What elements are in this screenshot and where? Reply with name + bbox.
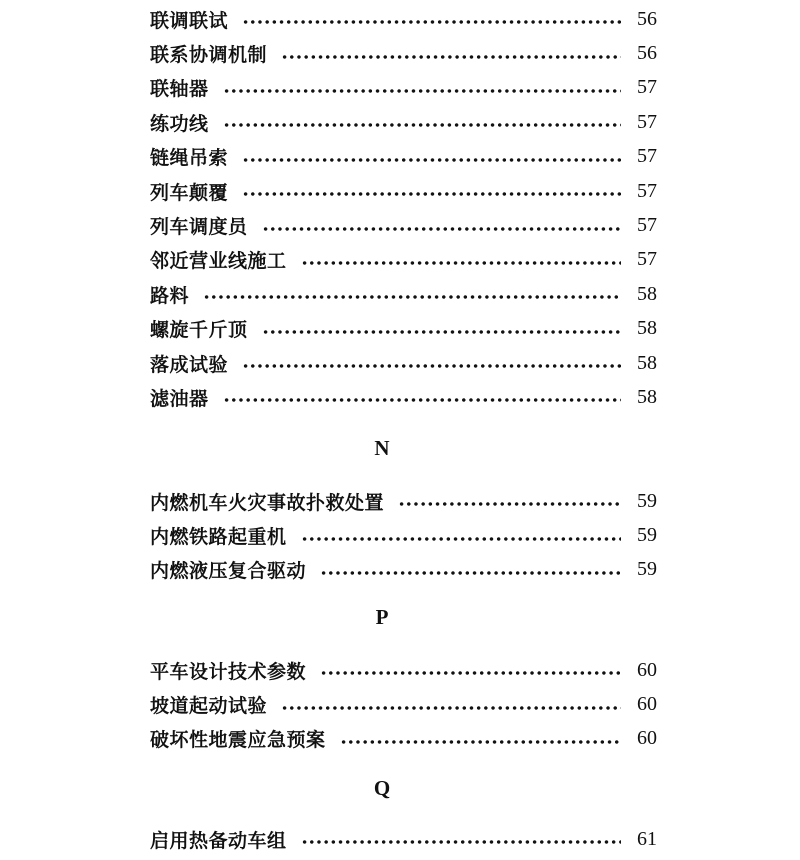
index-entry — [150, 312, 657, 346]
index-entry — [150, 243, 657, 277]
entry-title: 链绳吊索 — [150, 147, 229, 170]
entry-page-number: 60 — [637, 727, 657, 750]
dot-leader — [242, 158, 621, 162]
dot-leader — [223, 398, 621, 402]
dot-leader — [301, 537, 621, 541]
index-section-n — [150, 484, 657, 587]
index-entry — [150, 105, 657, 139]
entry-title: 联调联试 — [150, 9, 229, 32]
entry-title: 练功线 — [150, 112, 209, 135]
entry-title: 列车颠覆 — [150, 181, 229, 204]
index-entry — [150, 722, 657, 756]
entry-page-number: 57 — [637, 248, 657, 271]
entry-page-number: 56 — [637, 7, 657, 30]
entry-page-number: 61 — [637, 827, 657, 850]
dot-leader — [301, 840, 621, 844]
entry-title: 列车调度员 — [150, 216, 248, 239]
index-section-q — [150, 822, 657, 856]
dot-leader — [262, 330, 621, 334]
entry-title: 联系协调机制 — [150, 44, 268, 67]
dot-leader — [242, 192, 621, 196]
entry-page-number: 57 — [637, 179, 657, 202]
dot-leader — [281, 55, 621, 59]
section-letter-heading: P — [375, 605, 389, 629]
entry-title: 邻近营业线施工 — [150, 250, 287, 273]
entry-title: 内燃铁路起重机 — [150, 526, 287, 549]
entry-page-number: 57 — [637, 214, 657, 237]
entry-page-number: 58 — [637, 351, 657, 374]
dot-leader — [262, 227, 621, 231]
dot-leader — [281, 706, 621, 710]
index-section-p — [150, 653, 657, 756]
entry-page-number: 60 — [637, 658, 657, 681]
dot-leader — [398, 502, 621, 506]
index-entry — [150, 380, 657, 414]
dot-leader — [242, 364, 621, 368]
dot-leader — [301, 261, 621, 265]
entry-title: 滤油器 — [150, 387, 209, 410]
index-section-m — [150, 2, 657, 415]
dot-leader — [223, 89, 621, 93]
index-entry — [150, 174, 657, 208]
entry-page-number: 58 — [637, 385, 657, 408]
entry-page-number: 60 — [637, 693, 657, 716]
index-entry — [150, 2, 657, 36]
index-entry — [150, 140, 657, 174]
section-letter-heading: N — [374, 436, 390, 460]
entry-title: 平车设计技术参数 — [150, 660, 307, 683]
entry-title: 落成试验 — [150, 353, 229, 376]
section-letter-heading: Q — [373, 776, 391, 800]
entry-title: 内燃机车火灾事故扑救处置 — [150, 491, 385, 514]
entry-page-number: 57 — [637, 145, 657, 168]
index-entry — [150, 484, 657, 518]
entry-page-number: 57 — [637, 76, 657, 99]
entry-title: 坡道起动试验 — [150, 695, 268, 718]
index-entry — [150, 346, 657, 380]
index-entry — [150, 71, 657, 105]
index-entry — [150, 36, 657, 70]
entry-title: 联轴器 — [150, 78, 209, 101]
index-entry — [150, 687, 657, 721]
entry-page-number: 58 — [637, 317, 657, 340]
entry-page-number: 59 — [637, 489, 657, 512]
dot-leader — [340, 740, 621, 744]
dot-leader — [223, 123, 621, 127]
index-entry — [150, 208, 657, 242]
index-entry — [150, 553, 657, 587]
index-entry — [150, 822, 657, 856]
entry-page-number: 57 — [637, 110, 657, 133]
entry-title: 破坏性地震应急预案 — [150, 729, 326, 752]
index-entry — [150, 277, 657, 311]
dot-leader — [242, 20, 621, 24]
dot-leader — [320, 571, 621, 575]
entry-page-number: 56 — [637, 42, 657, 65]
entry-page-number: 59 — [637, 524, 657, 547]
index-entry — [150, 518, 657, 552]
entry-title: 启用热备动车组 — [150, 829, 287, 852]
entry-title: 内燃液压复合驱动 — [150, 560, 307, 583]
index-entry — [150, 653, 657, 687]
dot-leader — [320, 671, 621, 675]
dot-leader — [203, 295, 621, 299]
entry-page-number: 59 — [637, 558, 657, 581]
entry-title: 路料 — [150, 284, 190, 307]
entry-title: 螺旋千斤顶 — [150, 319, 248, 342]
entry-page-number: 58 — [637, 282, 657, 305]
